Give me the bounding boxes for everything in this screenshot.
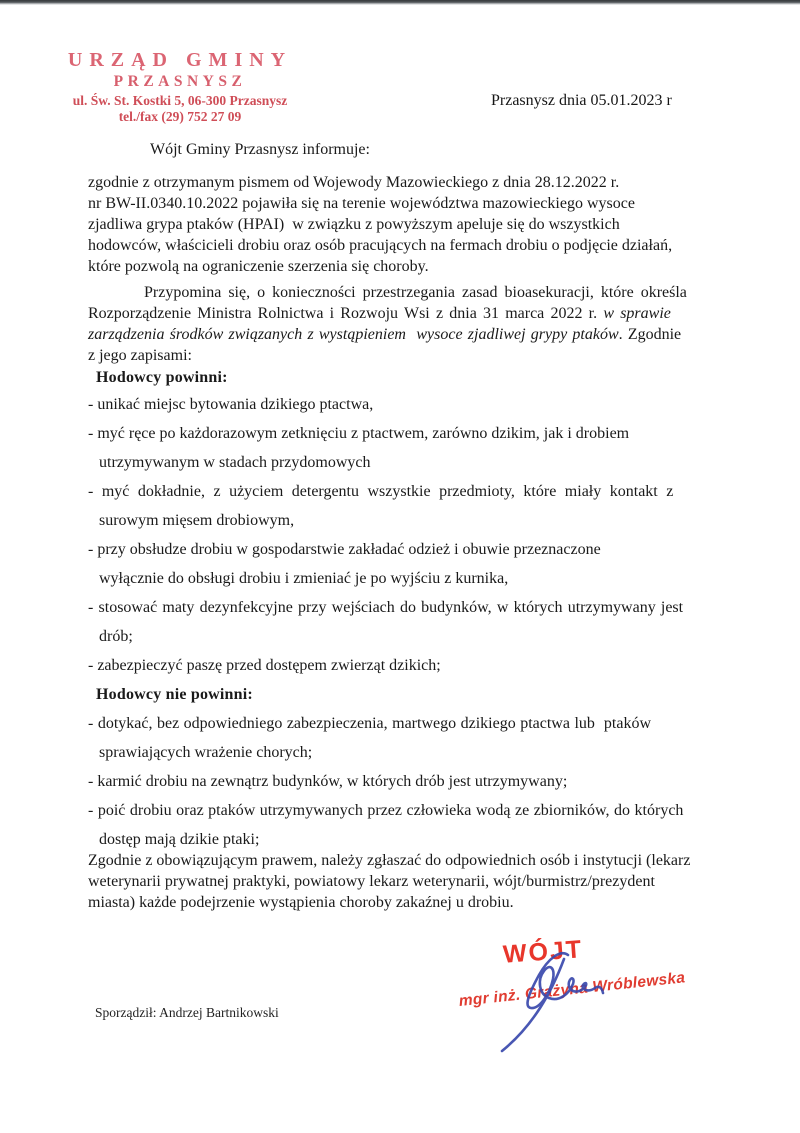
intro-line: Wójt Gminy Przasnysz informuje: <box>150 141 370 158</box>
list-item <box>88 593 731 651</box>
paragraph-biosecurity <box>88 282 731 366</box>
text-line: - przy obsłudze drobiu w gospodarstwie zakładać odzież i obuwie przeznaczone <box>88 541 601 558</box>
text-line: - myć ręce po każdorazowym zetknięciu z ptactwem, zarówno dzikim, jak i drobiem <box>88 425 630 442</box>
stamp-address: ul. Św. St. Kostki 5, 06-300 Przasnysz <box>72 93 288 108</box>
text-line: nr BW-II.0340.10.2022 pojawiła się na terenie województwa mazowieckiego wysoce <box>88 195 635 212</box>
text-segment: . Zgodnie <box>618 326 682 343</box>
paragraph-notice <box>88 172 731 277</box>
list-item <box>88 535 731 593</box>
list-item <box>88 390 731 419</box>
text-line: - unikać miejsc bytowania dzikiego ptactwa, <box>88 396 374 413</box>
text-segment: Rozporządzenie Ministra Rolnictwa i Rozwoju Wsi z dnia 31 marca 2022 r. <box>88 305 604 322</box>
stamp-town-name: PRZASNYSZ <box>113 73 247 90</box>
text-line: - zabezpieczyć paszę przed dostępem zwierząt dzikich; <box>88 657 441 674</box>
list-item <box>88 419 731 477</box>
scan-edge-artifact <box>0 0 800 5</box>
text-line: surowym mięsem drobiowym, <box>99 512 295 529</box>
text-line: Przypomina się, o konieczności przestrzegania zasad bioasekuracji, które określa <box>144 284 687 301</box>
text-line: - stosować maty dezynfekcyjne przy wejściach do budynków, w których utrzymywany jest <box>88 599 684 616</box>
heading-breeders-should: Hodowcy powinni: <box>96 369 228 386</box>
text-segment-italic: w sprawie <box>603 305 671 322</box>
text-line: które pozwolą na ograniczenie szerzenia się choroby. <box>88 258 429 275</box>
list-item <box>88 477 731 535</box>
text-segment-italic: zarządzenia środków związanych z wystąpieniem wysoce zjadliwej grypy ptaków <box>88 326 619 343</box>
text-line <box>88 324 731 345</box>
text-line: zgodnie z otrzymanym pismem od Wojewody Mazowieckiego z dnia 28.12.2022 r. <box>88 174 620 191</box>
office-stamp <box>58 49 302 125</box>
text-line: - karmić drobiu na zewnątrz budynków, w których drób jest utrzymywany; <box>88 773 568 790</box>
text-line: Zgodnie z obowiązującym prawem, należy zgłaszać do odpowiednich osób i instytucji (lekarz <box>88 852 691 869</box>
handwritten-signature-ink <box>476 947 626 1057</box>
text-line: dostęp mają dzikie ptaki; <box>99 831 260 848</box>
list-item <box>88 709 731 767</box>
text-line: - poić drobiu oraz ptaków utrzymywanych przez człowieka wodą ze zbiorników, do których <box>88 802 684 819</box>
text-line: weterynarii prywatnej praktyki, powiatowy lekarz weterynarii, wójt/burmistrz/prezydent <box>88 873 655 890</box>
signature-title: WÓJT <box>502 935 585 969</box>
text-line: - myć dokładnie, z użyciem detergentu wszystkie przedmioty, które miały kontakt z <box>88 483 674 500</box>
list-breeders-should <box>88 390 731 680</box>
list-item <box>88 651 731 680</box>
text-line: hodowców, właścicieli drobiu oraz osób pracujących na fermach drobiu o podjęcie działań, <box>88 237 673 254</box>
text-line: wyłącznie do obsługi drobiu i zmieniać je po wyjściu z kurnika, <box>99 570 509 587</box>
text-line: drób; <box>99 628 133 645</box>
text-line <box>88 303 731 324</box>
text-line: - dotykać, bez odpowiedniego zabezpieczenia, martwego dzikiego ptactwa lub ptaków <box>88 715 651 732</box>
signature-name: mgr inż. Grażyna Wróblewska <box>458 969 687 1010</box>
text-line: sprawiających wrażenie chorych; <box>99 744 313 761</box>
prepared-by-line: Sporządził: Andrzej Bartnikowski <box>95 1005 279 1020</box>
text-line: zjadliwa grypa ptaków (HPAI) w związku z powyższym apeluje się do wszystkich <box>88 216 620 233</box>
text-line: utrzymywanym w stadach przydomowych <box>99 454 371 471</box>
place-and-date-line: Przasnysz dnia 05.01.2023 r <box>491 92 672 109</box>
text-line: z jego zapisami: <box>88 347 192 364</box>
text-line: miasta) każde podejrzenie wystąpienia choroby zakaźnej u drobiu. <box>88 894 514 911</box>
list-item <box>88 767 731 796</box>
letter-body <box>88 139 731 913</box>
list-breeders-should-not <box>88 709 731 854</box>
heading-breeders-should-not: Hodowcy nie powinni: <box>96 686 253 703</box>
list-item <box>88 796 731 854</box>
paragraph-closing <box>88 850 731 913</box>
stamp-office-name: URZĄD GMINY <box>67 49 293 71</box>
stamp-phone: tel./fax (29) 752 27 09 <box>118 109 242 124</box>
